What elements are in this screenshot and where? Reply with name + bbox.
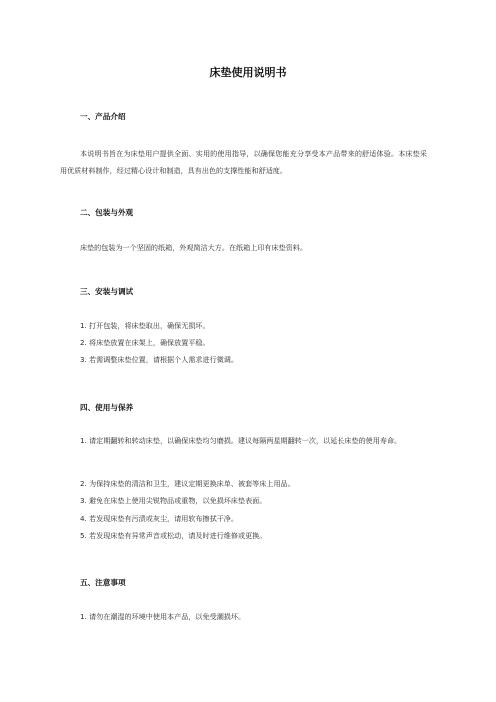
- list-item: 1. 打开包装，将床垫取出，确保无损坏。: [80, 321, 210, 330]
- section-paragraph-packaging: 床垫的包装为一个坚固的纸箱，外观简洁大方。在纸箱上印有床垫资料。: [80, 243, 307, 252]
- list-item: 2. 为保持床垫的清洁和卫生，建议定期更换床单、被套等床上用品。: [80, 479, 295, 488]
- section-heading-product-intro: 一、产品介绍: [80, 112, 126, 121]
- list-item: 1. 请定期翻转和转动床垫，以确保床垫均匀磨损。建议每隔两星期翻转一次，以延长床垫的使用寿命。: [80, 436, 402, 445]
- list-item: 5. 若发现床垫有异常声音或松动，请及时进行维修或更换。: [80, 531, 267, 540]
- section-heading-precautions: 五、注意事项: [80, 578, 126, 587]
- section-heading-packaging: 二、包装与外观: [80, 208, 134, 217]
- list-item: 1. 请勿在潮湿的环境中使用本产品，以免受潮损坏。: [80, 612, 246, 621]
- list-item: 4. 若发现床垫有污渍或灰尘，请用软布擦拭干净。: [80, 514, 238, 523]
- section-heading-usage-care: 四、使用与保养: [80, 403, 134, 412]
- section-heading-installation: 三、安装与调试: [80, 287, 134, 296]
- document-title: 床垫使用说明书: [209, 66, 287, 79]
- section-paragraph-product-intro: 本说明书旨在为床垫用户提供全面、实用的使用指导，以确保您能充分享受本产品带来的舒适体验。本床垫采用优质材料制作，经过精心设计和制造，具有出色的支撑性能和舒适度。: [60, 149, 427, 175]
- list-item: 3. 避免在床垫上使用尖锐物品或重物，以免损坏床垫表面。: [80, 496, 267, 505]
- list-item: 2. 将床垫放置在床架上，确保放置平稳。: [80, 338, 210, 347]
- list-item: 3. 若需调整床垫位置，请根据个人需求进行微调。: [80, 355, 238, 364]
